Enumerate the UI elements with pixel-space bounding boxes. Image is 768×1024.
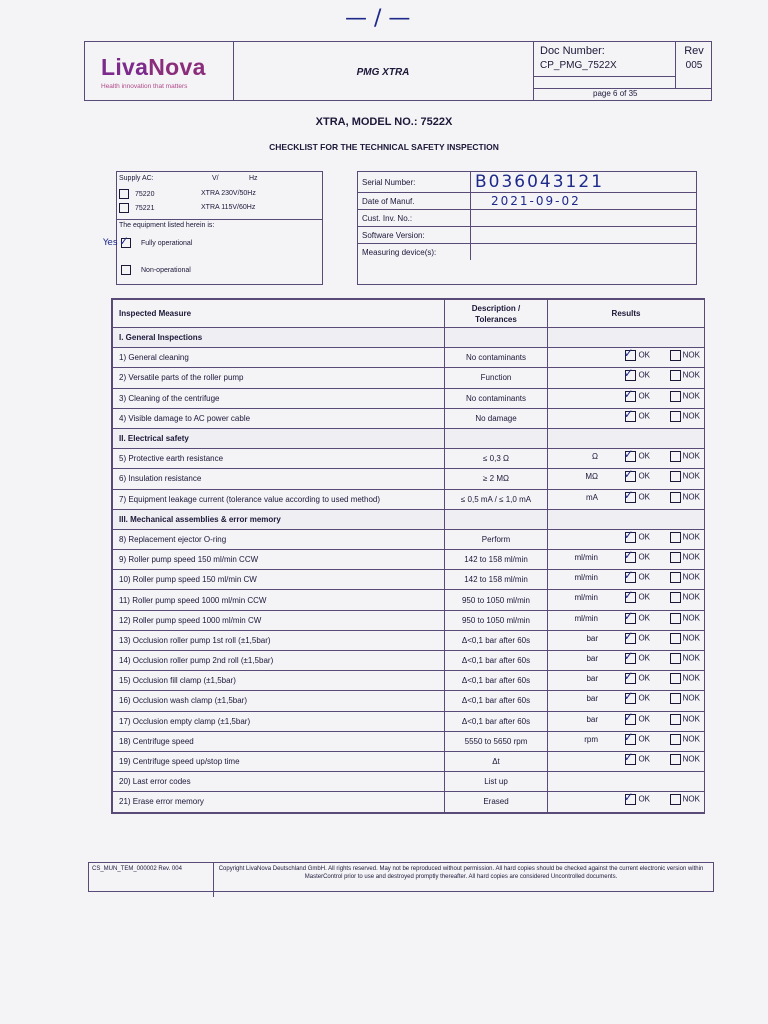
document-header [84, 41, 712, 101]
ok-checkbox[interactable]: ✓ OK [623, 489, 650, 502]
info-row: Serial Number: B036043121 [358, 172, 696, 193]
measure-cell: 18) Centrifuge speed [113, 731, 445, 751]
tolerance-cell: List up [445, 772, 548, 792]
header-title: PMG XTRA [356, 67, 410, 78]
result-unit: bar [586, 633, 598, 643]
page-number: page 6 of 35 [593, 89, 638, 98]
result-unit: ml/min [574, 573, 598, 583]
measure-cell: 8) Replacement ejector O-ring [113, 529, 445, 549]
tolerance-cell: Δ<0,1 bar after 60s [445, 630, 548, 650]
nok-checkbox[interactable]: NOK [670, 350, 700, 361]
tolerance-cell: 142 to 158 ml/min [445, 570, 548, 590]
rev-value: 005 [685, 60, 703, 71]
nok-checkbox[interactable]: NOK [670, 592, 700, 603]
nok-checkbox[interactable]: NOK [670, 693, 700, 704]
measure-cell: 19) Centrifuge speed up/stop time [113, 751, 445, 771]
ok-checkbox[interactable]: ✓ OK [623, 630, 650, 643]
ok-checkbox[interactable]: ✓ OK [623, 408, 650, 421]
rev-label: Rev [684, 45, 704, 57]
table-row [113, 630, 705, 650]
tolerance-cell: 142 to 158 ml/min [445, 550, 548, 570]
info-row: Date of Manuf. 2021-09-02 [358, 193, 696, 210]
section-header-row [113, 509, 705, 529]
result-unit: ml/min [574, 553, 598, 563]
table-row [113, 671, 705, 691]
measure-cell: 12) Roller pump speed 1000 ml/min CW [113, 610, 445, 630]
device-info-box [357, 171, 697, 285]
result-unit: bar [586, 694, 598, 704]
ok-checkbox[interactable]: ✓ OK [623, 529, 650, 542]
table-row [113, 449, 705, 469]
results-cell [548, 529, 705, 549]
tolerance-cell: No contaminants [445, 348, 548, 368]
nok-checkbox[interactable]: NOK [670, 370, 700, 381]
header-description: Description / Tolerances [445, 300, 548, 328]
info-row: Measuring device(s): [358, 244, 696, 261]
tolerance-cell: 950 to 1050 ml/min [445, 590, 548, 610]
nok-checkbox[interactable]: NOK [670, 754, 700, 765]
table-row [113, 751, 705, 771]
ok-checkbox[interactable]: ✓ OK [623, 731, 650, 744]
result-unit: Ω [592, 452, 598, 462]
measure-cell: 11) Roller pump speed 1000 ml/min CCW [113, 590, 445, 610]
measure-cell: 5) Protective earth resistance [113, 449, 445, 469]
result-unit: rpm [584, 734, 598, 744]
info-row: Software Version: [358, 227, 696, 244]
model-title: XTRA, MODEL NO.: 7522X [315, 116, 453, 128]
section-header-row [113, 428, 705, 448]
logo-tagline: Health innovation that matters [101, 83, 188, 90]
tolerance-cell: ≤ 0,5 mA / ≤ 1,0 mA [445, 489, 548, 509]
result-unit: bar [586, 654, 598, 663]
nok-checkbox[interactable]: NOK [670, 794, 700, 805]
ok-checkbox[interactable]: ✓ OK [623, 711, 650, 724]
results-cell [548, 751, 705, 771]
table-row [113, 772, 705, 792]
measure-cell: 3) Cleaning of the centrifuge [113, 388, 445, 408]
measure-cell: 4) Visible damage to AC power cable [113, 408, 445, 428]
nok-checkbox[interactable]: NOK [670, 653, 700, 664]
ok-checkbox[interactable]: ✓ OK [623, 468, 650, 482]
measure-cell: 10) Roller pump speed 150 ml/min CW [113, 570, 445, 590]
result-unit: ml/min [574, 613, 598, 623]
section-header-row [113, 328, 705, 348]
section-title: II. Electrical safety [113, 428, 445, 448]
section-title: III. Mechanical assemblies & error memory [113, 509, 445, 529]
handwritten-page-mark: — / — [345, 6, 411, 31]
ok-checkbox[interactable]: ✓ OK [623, 670, 650, 684]
ok-checkbox[interactable]: ✓ OK [623, 589, 650, 603]
measure-cell: 21) Erase error memory [113, 792, 445, 812]
results-cell [548, 469, 705, 489]
results-cell [548, 570, 705, 590]
measuring-devices-value[interactable] [471, 244, 697, 261]
nok-checkbox[interactable]: NOK [670, 532, 700, 543]
results-cell [548, 691, 705, 711]
results-cell [548, 348, 705, 368]
form-id: CS_MUN_TEM_000002 Rev. 004 [89, 863, 214, 897]
table-row [113, 368, 705, 388]
measure-cell: 1) General cleaning [113, 348, 445, 368]
non-operational-checkbox[interactable] [121, 265, 137, 275]
results-cell [548, 651, 705, 671]
tolerance-cell: Δt [445, 751, 548, 771]
tolerance-cell: Δ<0,1 bar after 60s [445, 691, 548, 711]
results-cell [548, 630, 705, 650]
table-row [113, 469, 705, 489]
cust-inv-value[interactable] [471, 210, 697, 227]
nok-checkbox[interactable]: NOK [670, 673, 700, 684]
measure-cell: 2) Versatile parts of the roller pump [113, 368, 445, 388]
table-row [113, 550, 705, 570]
measure-cell: 16) Occlusion wash clamp (±1,5bar) [113, 691, 445, 711]
table-row [113, 792, 705, 812]
table-row [113, 529, 705, 549]
measure-cell: 13) Occlusion roller pump 1st roll (±1,5bar) [113, 630, 445, 650]
results-cell [548, 610, 705, 630]
serial-number-value[interactable]: B036043121 [471, 172, 697, 193]
measure-cell: 7) Equipment leakage current (tolerance value according to used method) [113, 489, 445, 509]
copyright-notice: Copyright LivaNova Deutschland GmbH. All rights reserved. May not be reproduced without permission. All hard copies should be checked against the current electronic version within MasterControl prior to use and destroyed promptly thereafter. All hard copies are considered Uncontrolled documents. [218, 866, 704, 880]
ok-checkbox[interactable]: ✓ OK [623, 448, 650, 462]
ok-checkbox[interactable]: ✓ OK [623, 569, 650, 583]
table-row [113, 651, 705, 671]
result-unit: MΩ [585, 472, 598, 482]
nok-checkbox[interactable]: NOK [670, 613, 700, 624]
results-cell [548, 368, 705, 388]
livanova-logo: LivaNova Health innovation that matters [85, 42, 234, 100]
table-row [113, 610, 705, 630]
nok-checkbox[interactable]: NOK [670, 572, 700, 583]
date-of-manufacture-value[interactable]: 2021-09-02 [471, 193, 697, 210]
nok-checkbox[interactable]: NOK [670, 633, 700, 644]
doc-number-value: CP_PMG_7522X [540, 60, 617, 71]
ok-checkbox[interactable]: ✓ OK [623, 367, 650, 381]
tolerance-cell: ≥ 2 MΩ [445, 469, 548, 489]
measure-cell: 20) Last error codes [113, 772, 445, 792]
results-cell [548, 388, 705, 408]
table-row [113, 348, 705, 368]
ok-checkbox[interactable]: ✓ OK [623, 650, 650, 663]
tolerance-cell: Δ<0,1 bar after 60s [445, 651, 548, 671]
option-75221[interactable]: 75221 [119, 203, 154, 213]
tolerance-cell: Δ<0,1 bar after 60s [445, 671, 548, 691]
result-unit: ml/min [574, 593, 598, 603]
ok-checkbox[interactable]: ✓ OK [623, 690, 650, 704]
result-unit: mA [586, 492, 598, 502]
tolerance-cell: Δ<0,1 bar after 60s [445, 711, 548, 731]
nok-checkbox[interactable]: NOK [670, 451, 700, 462]
ok-checkbox[interactable]: ✓ OK [623, 347, 650, 361]
option-75220[interactable]: 75220 [119, 189, 154, 199]
results-cell [548, 449, 705, 469]
document-footer [88, 862, 714, 892]
measure-cell: 15) Occlusion fill clamp (±1,5bar) [113, 671, 445, 691]
ok-checkbox[interactable]: ✓ OK [623, 610, 650, 623]
supply-box: Supply AC: V/ Hz 75220 XTRA 230V/50Hz 75221 XTRA 115V/60Hz The equipment listed herein is: Yes ✓ Fully operational Non-operational [116, 171, 323, 285]
tolerance-cell: Erased [445, 792, 548, 812]
inspection-table [111, 298, 705, 814]
table-row [113, 408, 705, 428]
tolerance-cell: 950 to 1050 ml/min [445, 610, 548, 630]
results-cell [548, 550, 705, 570]
rev-cell [675, 42, 712, 88]
table-row [113, 691, 705, 711]
nok-checkbox[interactable]: NOK [670, 714, 700, 725]
results-cell [548, 772, 705, 792]
measure-cell: 14) Occlusion roller pump 2nd roll (±1,5bar) [113, 651, 445, 671]
software-version-value[interactable] [471, 227, 697, 244]
nok-checkbox[interactable]: NOK [670, 471, 700, 482]
nok-checkbox[interactable]: NOK [670, 391, 700, 402]
table-row [113, 731, 705, 751]
header-results: Results [548, 300, 705, 328]
doc-number-label: Doc Number: [540, 45, 605, 57]
table-row [113, 489, 705, 509]
info-row: Cust. Inv. No.: [358, 210, 696, 227]
nok-checkbox[interactable]: NOK [670, 492, 700, 503]
handwritten-yes: Yes [103, 238, 118, 248]
header-measure: Inspected Measure [113, 300, 445, 328]
results-cell [548, 792, 705, 812]
results-cell [548, 489, 705, 509]
ok-checkbox[interactable]: ✓ OK [623, 388, 650, 401]
equipment-label: The equipment listed herein is: [119, 222, 215, 229]
ok-checkbox[interactable]: ✓ OK [623, 751, 650, 764]
supply-label: Supply AC: [119, 175, 154, 182]
nok-checkbox[interactable]: NOK [670, 552, 700, 563]
measure-cell: 17) Occlusion empty clamp (±1,5bar) [113, 711, 445, 731]
ok-checkbox[interactable]: ✓ OK [623, 549, 650, 563]
results-cell [548, 671, 705, 691]
table-header-row [113, 300, 705, 328]
ok-checkbox[interactable]: ✓ OK [623, 791, 650, 805]
results-cell [548, 711, 705, 731]
table-row [113, 590, 705, 610]
results-cell [548, 590, 705, 610]
measure-cell: 9) Roller pump speed 150 ml/min CCW [113, 550, 445, 570]
results-cell [548, 731, 705, 751]
section-title: I. General Inspections [113, 328, 445, 348]
nok-checkbox[interactable]: NOK [670, 411, 700, 422]
table-row [113, 570, 705, 590]
tolerance-cell: Perform [445, 529, 548, 549]
tolerance-cell: ≤ 0,3 Ω [445, 449, 548, 469]
fully-operational-checkbox[interactable]: ✓ [119, 234, 130, 248]
tolerance-cell: 5550 to 5650 rpm [445, 731, 548, 751]
tolerance-cell: No contaminants [445, 388, 548, 408]
measure-cell: 6) Insulation resistance [113, 469, 445, 489]
result-unit: bar [586, 674, 598, 684]
result-unit: bar [586, 714, 598, 724]
table-row [113, 711, 705, 731]
nok-checkbox[interactable]: NOK [670, 734, 700, 745]
table-row [113, 388, 705, 408]
tolerance-cell: Function [445, 368, 548, 388]
tolerance-cell: No damage [445, 408, 548, 428]
checklist-title: CHECKLIST FOR THE TECHNICAL SAFETY INSPECTION [269, 142, 499, 152]
results-cell [548, 408, 705, 428]
